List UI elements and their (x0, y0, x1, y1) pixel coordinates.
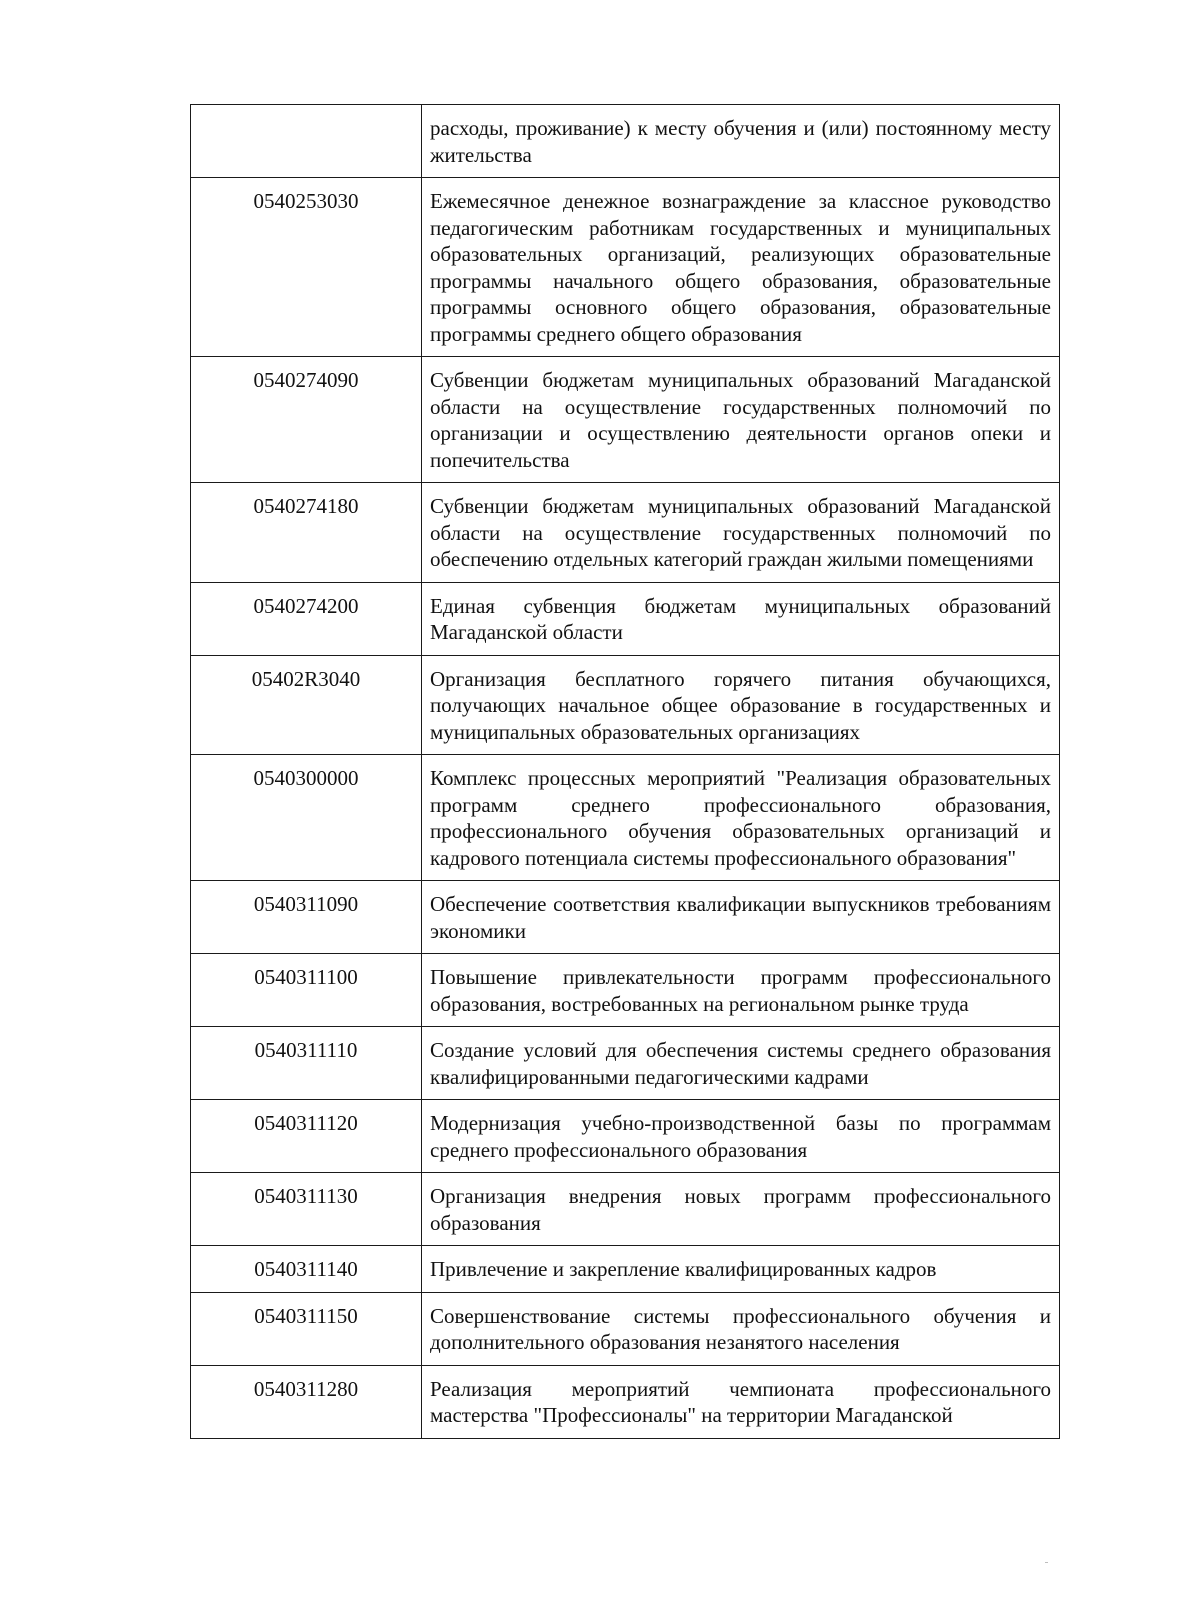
budget-classification-table (190, 104, 1060, 1439)
table-row (191, 1173, 1060, 1246)
table-row (191, 178, 1060, 357)
code-cell: 0540311120 (191, 1100, 422, 1173)
description-cell: Комплекс процессных мероприятий "Реализация образовательных программ среднего профессионального образования, профессионального обучения образовательных организаций и кадрового потенциала системы профессионального образования" (422, 755, 1060, 881)
code-cell: 0540300000 (191, 755, 422, 881)
code-cell: 0540311280 (191, 1365, 422, 1438)
scan-artifact (1045, 1562, 1048, 1563)
description-cell: Единая субвенция бюджетам муниципальных образований Магаданской области (422, 582, 1060, 655)
description-cell: Привлечение и закрепление квалифицированных кадров (422, 1246, 1060, 1293)
table-row (191, 954, 1060, 1027)
code-cell: 0540274090 (191, 357, 422, 483)
table-row (191, 881, 1060, 954)
table-row (191, 1246, 1060, 1293)
table-body (191, 105, 1060, 1439)
code-cell: 0540311130 (191, 1173, 422, 1246)
description-cell: Реализация мероприятий чемпионата профессионального мастерства "Профессионалы" на территории Магаданской (422, 1365, 1060, 1438)
table-row (191, 755, 1060, 881)
code-cell: 0540253030 (191, 178, 422, 357)
table-row (191, 357, 1060, 483)
code-cell: 0540311110 (191, 1027, 422, 1100)
description-cell: Субвенции бюджетам муниципальных образований Магаданской области на осуществление государственных полномочий по обеспечению отдельных категорий граждан жилыми помещениями (422, 483, 1060, 583)
code-cell: 0540311100 (191, 954, 422, 1027)
description-cell: Организация бесплатного горячего питания обучающихся, получающих начальное общее образование в государственных и муниципальных образовательных организациях (422, 655, 1060, 755)
description-cell: Совершенствование системы профессионального обучения и дополнительного образования незанятого населения (422, 1292, 1060, 1365)
code-cell (191, 105, 422, 178)
description-cell: Создание условий для обеспечения системы среднего образования квалифицированными педагогическими кадрами (422, 1027, 1060, 1100)
code-cell: 0540311090 (191, 881, 422, 954)
table-row (191, 483, 1060, 583)
code-cell: 05402R3040 (191, 655, 422, 755)
table-row (191, 655, 1060, 755)
description-cell: Модернизация учебно-производственной базы по программам среднего профессионального образования (422, 1100, 1060, 1173)
table-row (191, 1365, 1060, 1438)
code-cell: 0540274200 (191, 582, 422, 655)
table-row (191, 1292, 1060, 1365)
description-cell: Обеспечение соответствия квалификации выпускников требованиям экономики (422, 881, 1060, 954)
description-cell: Субвенции бюджетам муниципальных образований Магаданской области на осуществление государственных полномочий по организации и осуществлению деятельности органов опеки и попечительства (422, 357, 1060, 483)
description-cell: Организация внедрения новых программ профессионального образования (422, 1173, 1060, 1246)
table-row (191, 1100, 1060, 1173)
table-row (191, 105, 1060, 178)
code-cell: 0540311140 (191, 1246, 422, 1293)
description-cell: расходы, проживание) к месту обучения и (или) постоянному месту жительства (422, 105, 1060, 178)
description-cell: Ежемесячное денежное вознаграждение за классное руководство педагогическим работникам государственных и муниципальных образовательных организаций, реализующих образовательные программы начального общего образования, образовательные программы основного общего образования, образовательные программы среднего общего образования (422, 178, 1060, 357)
description-cell: Повышение привлекательности программ профессионального образования, востребованных на региональном рынке труда (422, 954, 1060, 1027)
table-row (191, 582, 1060, 655)
table-row (191, 1027, 1060, 1100)
code-cell: 0540311150 (191, 1292, 422, 1365)
code-cell: 0540274180 (191, 483, 422, 583)
